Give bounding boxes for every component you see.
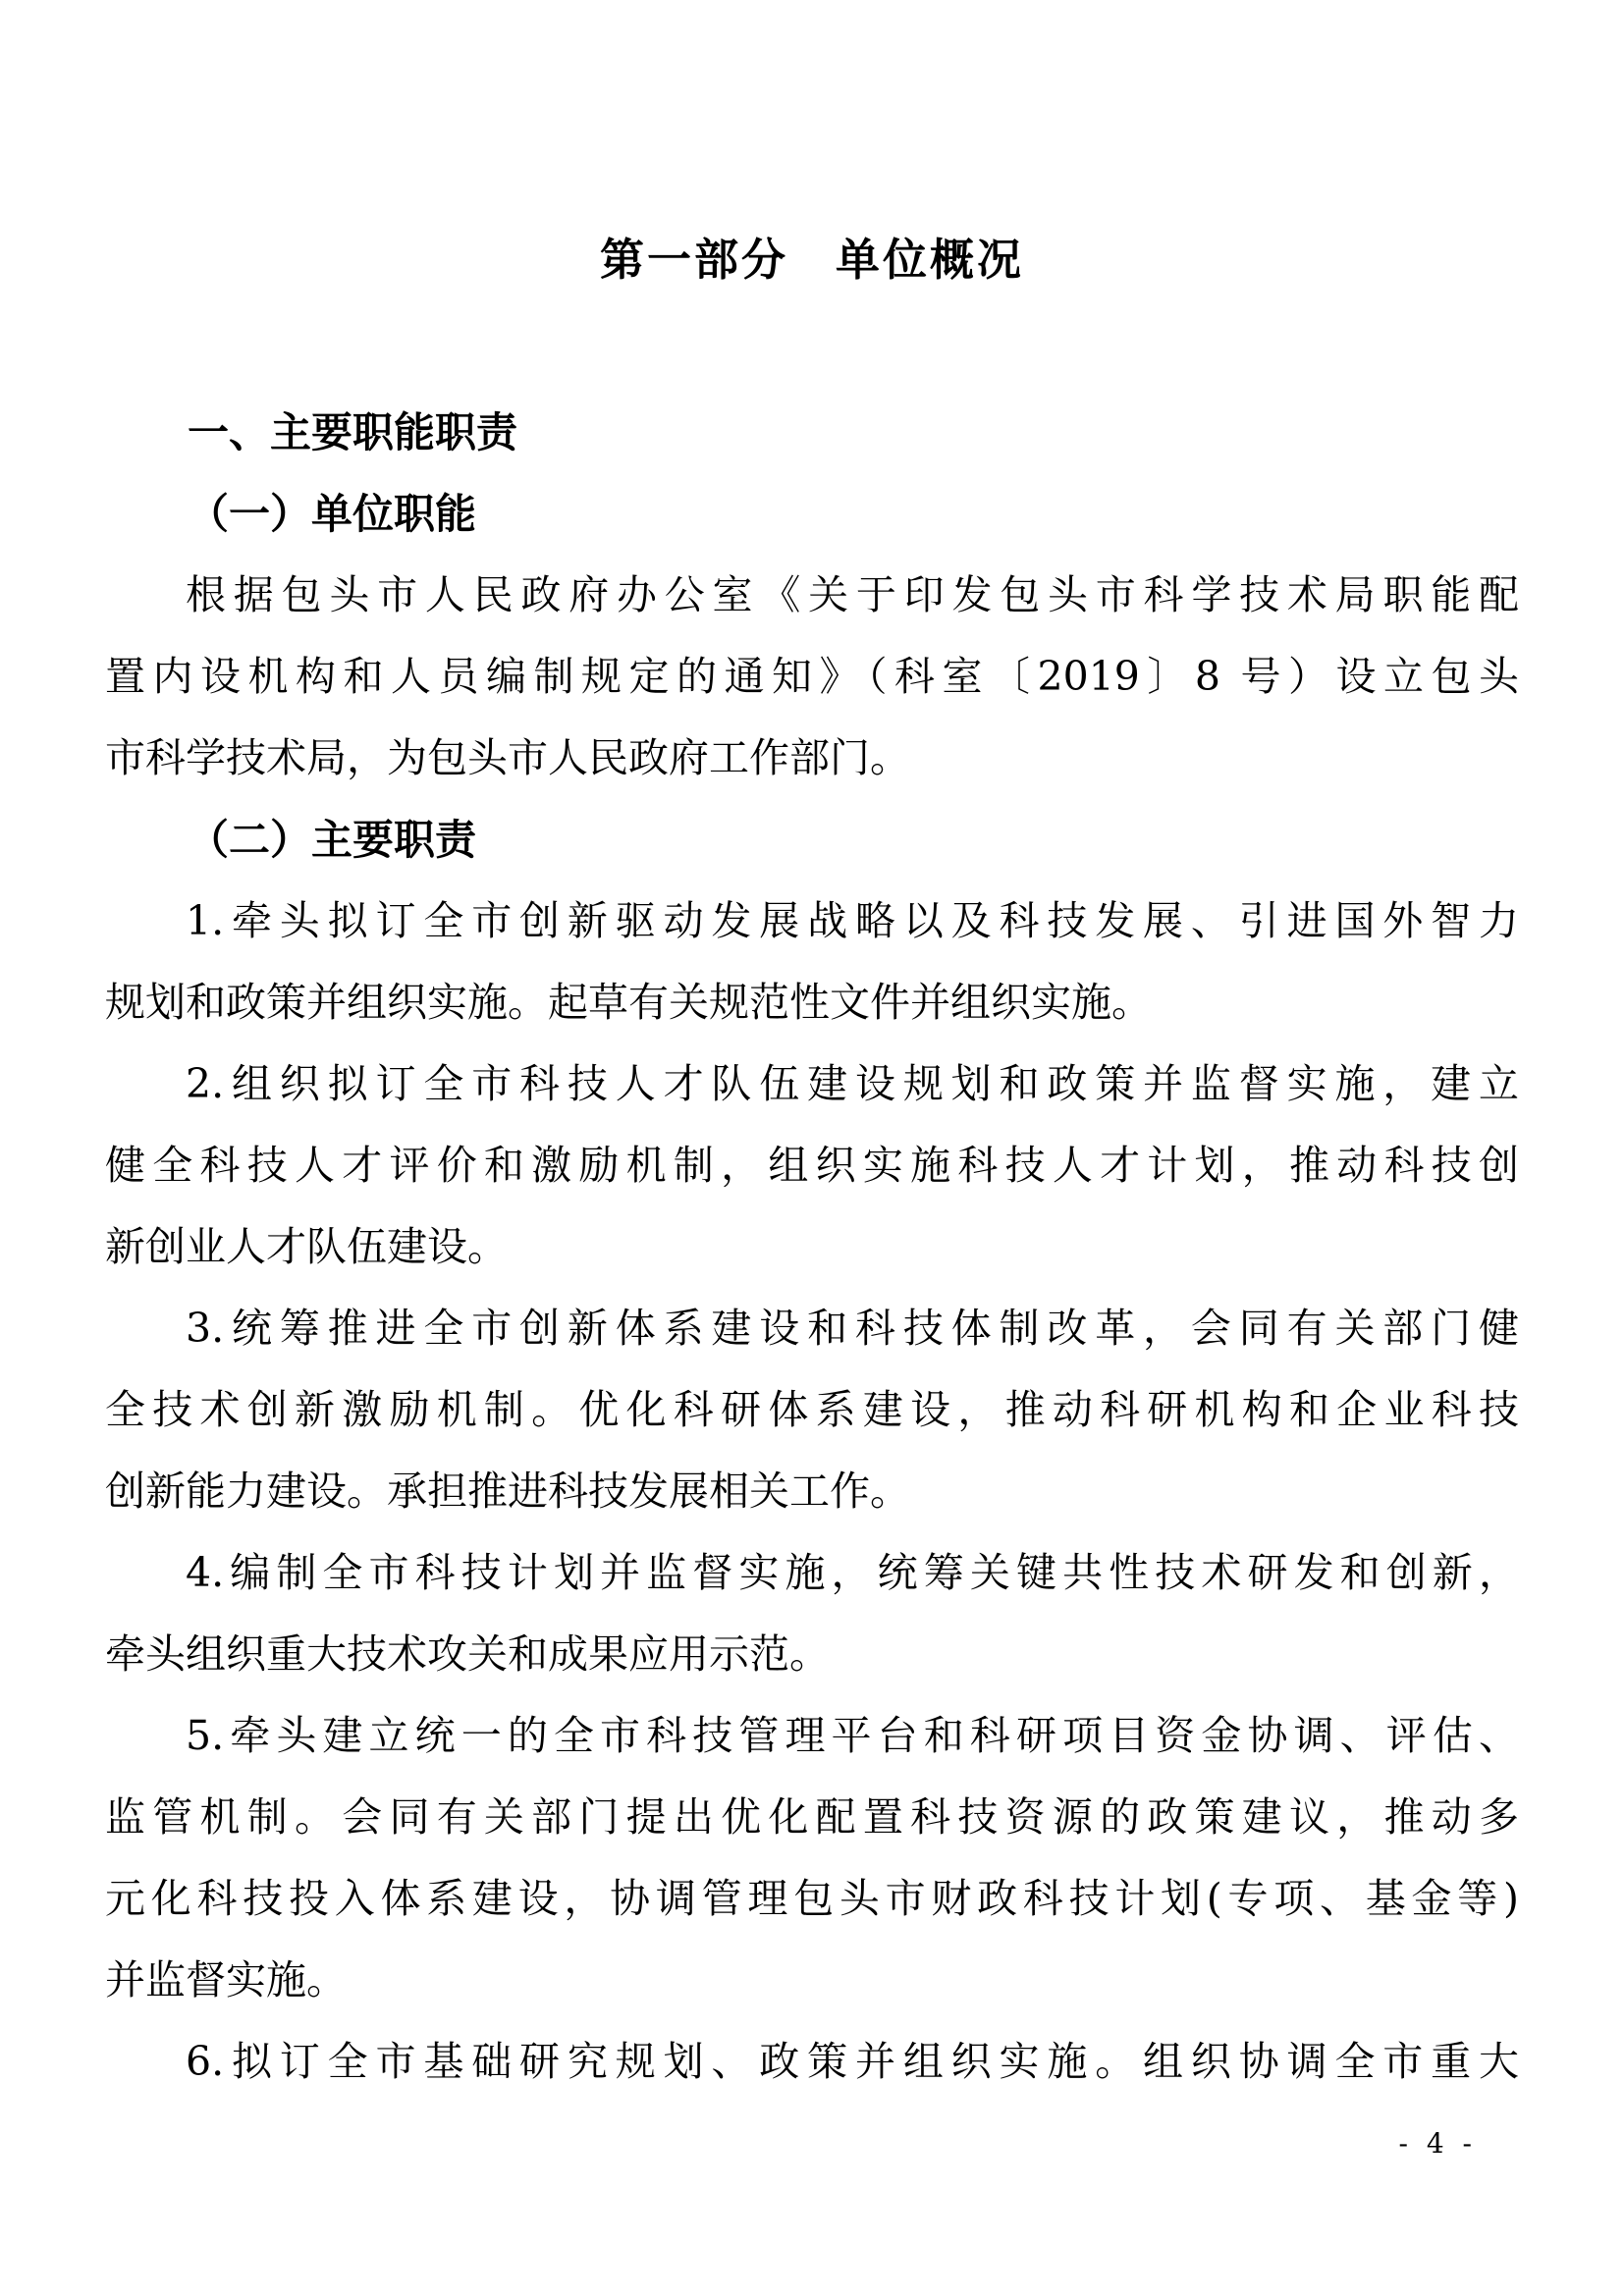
paragraph-line: 健全科技人才评价和激励机制，组织实施科技人才计划，推动科技创 bbox=[105, 1142, 1519, 1189]
section-heading-sub-2: （二）主要职责 bbox=[188, 816, 477, 864]
paragraph-line: 2.组织拟订全市科技人才队伍建设规划和政策并监督实施，建立 bbox=[186, 1060, 1519, 1107]
section-heading-sub-1: （一）单位职能 bbox=[188, 490, 477, 538]
paragraph-line: 1.牵头拟订全市创新驱动发展战略以及科技发展、引进国外智力 bbox=[186, 897, 1519, 944]
paragraph-line: 5.牵头建立统一的全市科技管理平台和科研项目资金协调、评估、 bbox=[186, 1712, 1519, 1759]
paragraph-line: 置内设机构和人员编制规定的通知》（科室〔2019〕8 号）设立包头 bbox=[105, 653, 1519, 700]
paragraph-line: 全技术创新激励机制。优化科研体系建设，推动科研机构和企业科技 bbox=[105, 1386, 1519, 1433]
paragraph-line: 市科学技术局，为包头市人民政府工作部门。 bbox=[105, 734, 910, 781]
page-number: - 4 - bbox=[1398, 2127, 1477, 2160]
page-title: 第一部分 单位概况 bbox=[599, 234, 1024, 286]
paragraph-line: 元化科技投入体系建设，协调管理包头市财政科技计划(专项、基金等) bbox=[105, 1875, 1519, 1922]
paragraph-line: 新创业人才队伍建设。 bbox=[105, 1223, 508, 1270]
paragraph-line: 规划和政策并组织实施。起草有关规范性文件并组织实施。 bbox=[105, 979, 1152, 1026]
section-heading-main: 一、主要职能职责 bbox=[188, 408, 518, 456]
paragraph-line: 牵头组织重大技术攻关和成果应用示范。 bbox=[105, 1630, 830, 1678]
paragraph-line: 创新能力建设。承担推进科技发展相关工作。 bbox=[105, 1468, 910, 1515]
paragraph-line: 监管机制。会同有关部门提出优化配置科技资源的政策建议，推动多 bbox=[105, 1793, 1519, 1841]
paragraph-line: 并监督实施。 bbox=[105, 1956, 347, 2003]
paragraph-line: 4.编制全市科技计划并监督实施，统筹关键共性技术研发和创新， bbox=[186, 1549, 1519, 1596]
paragraph-line: 6.拟订全市基础研究规划、政策并组织实施。组织协调全市重大 bbox=[186, 2038, 1519, 2085]
paragraph-line: 根据包头市人民政府办公室《关于印发包头市科学技术局职能配 bbox=[186, 571, 1519, 618]
paragraph-line: 3.统筹推进全市创新体系建设和科技体制改革，会同有关部门健 bbox=[186, 1305, 1519, 1352]
document-body bbox=[105, 392, 1519, 2103]
